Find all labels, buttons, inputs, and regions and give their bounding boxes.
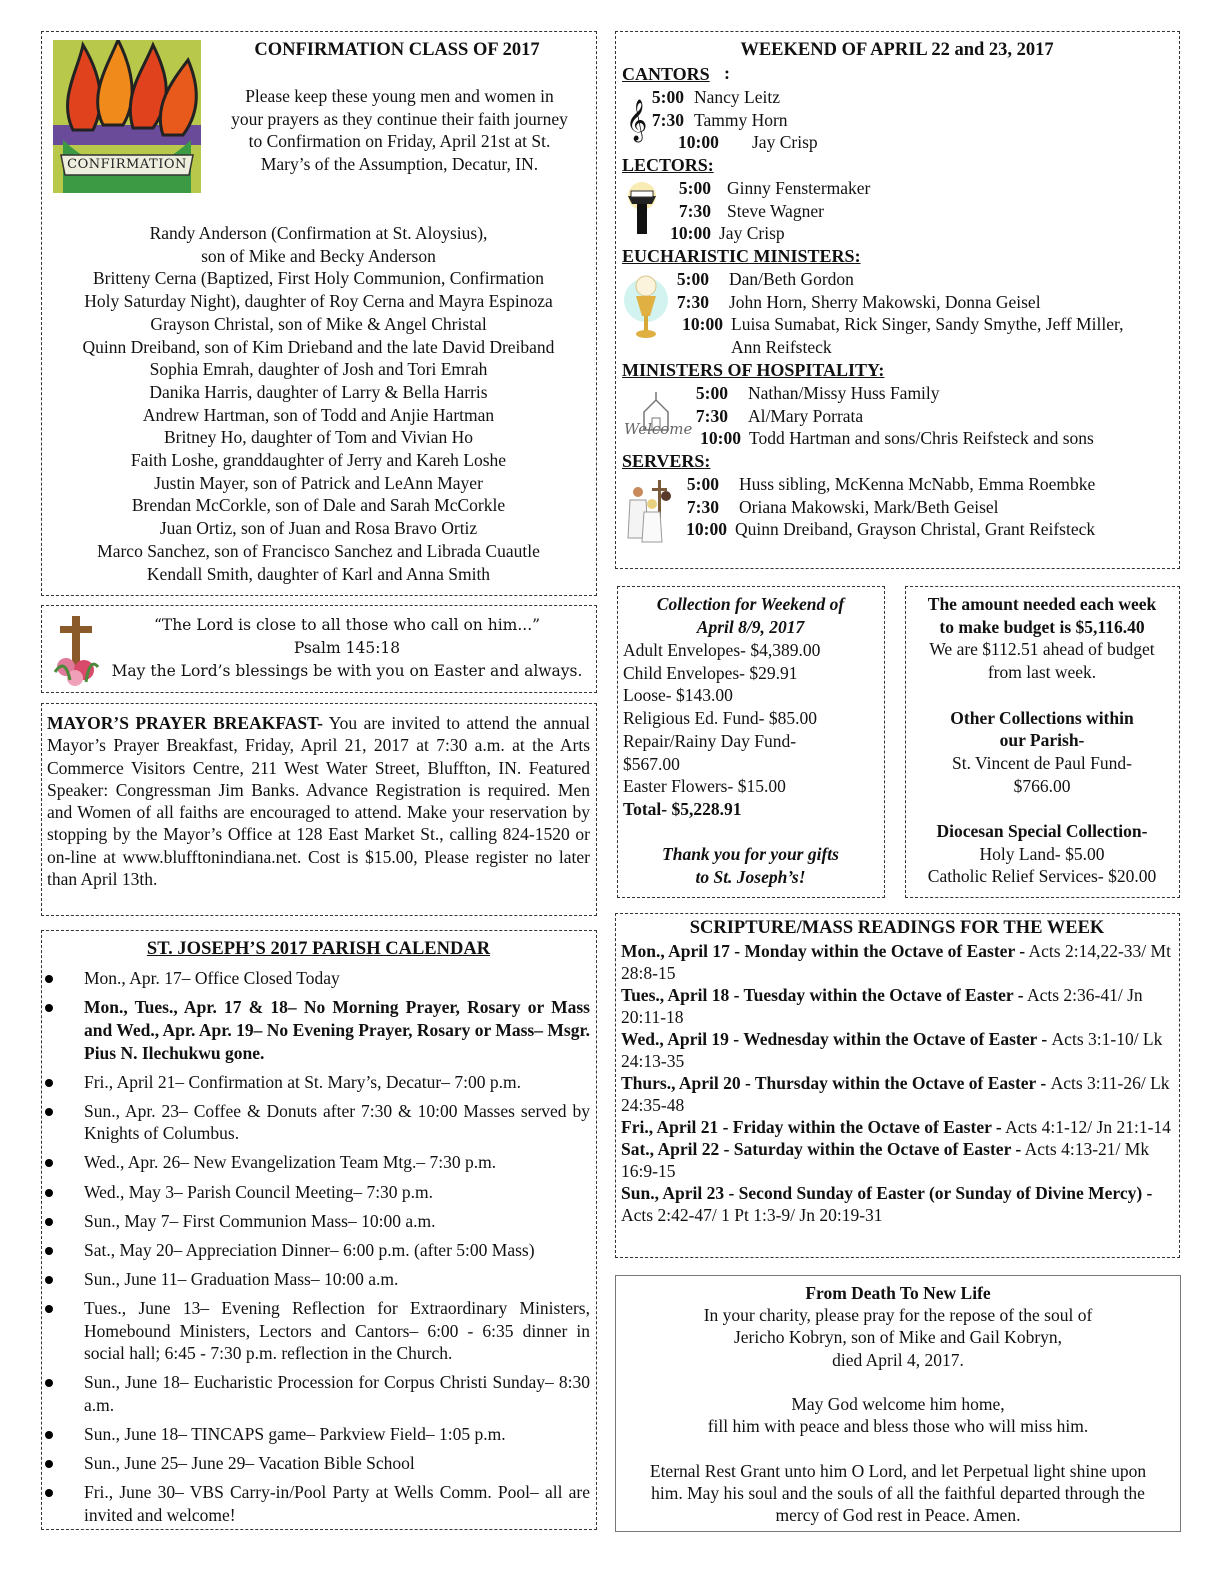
bullet-icon (45, 1305, 53, 1313)
memorial-text (616, 1282, 1180, 1526)
diocesan-line: Holy Land- $5.00 (979, 843, 1105, 864)
psalm-text (102, 614, 592, 683)
memorial-section (615, 1275, 1181, 1532)
calendar-item (42, 1371, 590, 1416)
schedule-row (624, 200, 870, 223)
lectors-heading: LECTORS: (622, 155, 714, 175)
bullet-icon (45, 1189, 53, 1197)
memorial-line: mercy of God rest in Peace. Amen. (775, 1505, 1021, 1526)
reading-refs: Acts 2:42-47/ 1 Pt 1:3-9/ Jn 20:19-31 (621, 1205, 883, 1225)
psalm-reference: Psalm 145:18 (293, 639, 401, 657)
weekend-title: WEEKEND OF APRIL 22 and 23, 2017 (740, 40, 1054, 60)
minister-names: Jay Crisp (719, 223, 785, 244)
calendar-item (42, 1239, 590, 1262)
confirmation-banner-label: CONFIRMATION (67, 157, 187, 172)
mayor-breakfast-heading: MAYOR’S PRAYER BREAKFAST- (47, 713, 324, 733)
bullet-icon (45, 1218, 53, 1226)
calendar-item-text: Sun., June 18– TINCAPS game– Parkview Field– 1:05 p.m. (84, 1424, 506, 1445)
schedule-row (624, 313, 1164, 358)
confirmand-line: Justin Mayer, son of Patrick and LeAnn Mayer (154, 472, 483, 493)
bullet-icon (45, 1276, 53, 1284)
minister-names: Nancy Leitz (694, 87, 780, 107)
reading-day: Wed., April 19 - Wednesday within the Octave of Easter - (621, 1029, 1052, 1049)
minister-names: Dan/Beth Gordon (729, 269, 854, 289)
mayor-breakfast-body: You are invited to attend the annual Mayor’s Prayer Breakfast, Friday, April 21, 2017 at 7:30 a.m. at the Arts Commerce Visitors Centre, 211 West Water Street, Bluffton, IN. Featured Speaker: Congressman Jim Banks. Advance Registration is required. Men and Women of all faiths are encouraged to attend. Make your reservation by stopping by the Mayor’s Office at 128 East Market St., calling 824-1520 or on-line at www.blufftonindiana.net. Cost is $15.00, Please register no later than April 13th. (47, 713, 590, 890)
collection-thanks (618, 843, 883, 889)
budget-text (906, 593, 1178, 888)
servers-heading: SERVERS: (622, 451, 711, 471)
minister-names: Steve Wagner (727, 200, 824, 221)
budget-heading-line: The amount needed each week (927, 594, 1157, 614)
other-collections-heading: our Parish- (999, 730, 1085, 751)
reading-item (621, 1072, 1171, 1116)
minister-names: John Horn, Sherry Makowski, Donna Geisel (729, 291, 1041, 312)
thanks-line: Thank you for your gifts (662, 844, 839, 864)
confirmation-title: CONFIRMATION CLASS OF 2017 (254, 40, 540, 60)
mayor-breakfast-section (41, 703, 597, 916)
mass-time: 7:30 (678, 200, 711, 221)
other-collections-heading: Other Collections within (950, 707, 1134, 728)
collection-total: Total- $5,228.91 (623, 798, 742, 819)
mass-time: 7:30 (676, 291, 709, 312)
schedule-row (624, 222, 870, 245)
budget-status-line: We are $112.51 ahead of budget (929, 639, 1155, 660)
schedule-row (624, 131, 818, 154)
collection-line: $567.00 (623, 753, 680, 774)
schedule-row (624, 496, 1095, 519)
reading-item (621, 984, 1171, 1028)
calendar-item (42, 1268, 590, 1291)
mass-time: 7:30 (651, 109, 684, 130)
confirmand-line: Faith Loshe, granddaughter of Jerry and Kareh Loshe (130, 450, 507, 471)
schedule-row (624, 109, 818, 132)
memorial-line: May God welcome him home, (791, 1394, 1005, 1415)
bullet-icon (45, 1108, 53, 1116)
readings-title: SCRIPTURE/MASS READINGS FOR THE WEEK (689, 918, 1105, 938)
collection-line: Easter Flowers- $15.00 (623, 776, 786, 797)
confirmand-line: Juan Ortiz, son of Juan and Rosa Bravo Ortiz (159, 518, 478, 539)
eucharistic-ministers-schedule (624, 268, 1164, 359)
confirmand-line: Holy Saturday Night), daughter of Roy Cerna and Mayra Espinoza (84, 291, 553, 312)
weekend-ministers-section: WEEKEND OF APRIL 22 and 23, 2017 CANTORS : 𝄞 5:00 Nancy Leitz 7:30 Tammy Horn 10:00 Jay Crisp LECTORS: 5:00 Ginny Fenstermaker 7:30 Steve Wagner 10:00 Jay Crisp EUCHARISTIC MINISTERS: 5:00 Dan/Beth Gordon 7:30 John Horn, Sherry Makowski, Donna Geisel 10:00 Luisa Sumabat, Rick Singer, Sandy Smythe, Jeff Miller, Ann Reifsteck MINISTERS OF HOSPITALITY: Welcome 5:00 Nathan/Missy Huss Family 7:30 Al/Mary Porrata 10:00 Todd Hartman and sons/Chris Reifsteck and sons SERVERS: 5:00 Huss sibling, McKenna McNabb, Emma Roembke 7:30 Oriana Makowski, Mark/Beth Geisel 10:00 Quinn Dreiband, Grayson Christal, Grant Reifsteck (615, 31, 1180, 569)
reading-refs: Acts 4:13-21/ Mk 16:9-15 (621, 1139, 1150, 1181)
minister-names: Ginny Fenstermaker (727, 178, 871, 198)
memorial-title: From Death To New Life (805, 1283, 991, 1303)
section-label: MINISTERS OF HOSPITALITY (622, 360, 879, 380)
confirmand-line: son of Mike and Becky Anderson (201, 245, 436, 266)
memorial-line: died April 4, 2017. (832, 1349, 964, 1370)
mass-time: 7:30 (686, 496, 719, 517)
schedule-row (624, 382, 1094, 405)
calendar-item (42, 996, 590, 1064)
section-label: LECTORS (622, 155, 708, 175)
confirmand-line: Grayson Christal, son of Mike & Angel Christal (150, 313, 487, 334)
thanks-line: to St. Joseph’s! (695, 867, 806, 887)
section-label: EUCHARISTIC MINISTERS (622, 246, 855, 266)
readings-list (621, 940, 1171, 1226)
diocesan-line: Catholic Relief Services- $20.00 (927, 866, 1157, 887)
reading-item (621, 1182, 1171, 1226)
reading-refs: Acts 2:14,22-33/ Mt 28:8-15 (621, 941, 1171, 983)
calendar-item (42, 1423, 590, 1446)
music-notes-icon: 𝄞 (626, 100, 648, 140)
confirmation-section (41, 31, 597, 596)
bullet-icon (45, 1159, 53, 1167)
schedule-row (624, 427, 1094, 450)
intro-line: Please keep these young men and women in (245, 86, 554, 106)
schedule-row (624, 86, 818, 109)
bullet-icon (45, 1379, 53, 1387)
minister-names: Al/Mary Porrata (748, 405, 864, 426)
confirmand-line: Kendall Smith, daughter of Karl and Anna Smith (146, 563, 491, 584)
calendar-item-text: Sat., May 20– Appreciation Dinner– 6:00 p.m. (after 5:00 Mass) (84, 1239, 535, 1260)
reading-refs: Acts 3:11-26/ Lk 24:35-48 (621, 1073, 1170, 1115)
calendar-item (42, 1100, 590, 1145)
easter-blessing: May the Lord’s blessings be with you on Easter and always. (111, 662, 583, 680)
collection-line: Adult Envelopes- $4,389.00 (623, 640, 821, 660)
calendar-item-text: Sun., May 7– First Communion Mass– 10:00 a.m. (84, 1210, 436, 1231)
mass-readings-section (615, 913, 1180, 1258)
mass-time: 7:30 (695, 405, 728, 426)
memorial-line: In your charity, please pray for the repose of the soul of (703, 1305, 1093, 1326)
minister-names: Huss sibling, McKenna McNabb, Emma Roembke (739, 474, 1096, 494)
bullet-icon (45, 975, 53, 983)
parish-calendar-section (41, 930, 597, 1530)
section-label: SERVERS (622, 451, 705, 471)
servers-schedule (624, 473, 1095, 541)
mass-time: 5:00 (676, 269, 709, 289)
calendar-item-text: Sun., June 18– Eucharistic Procession for Corpus Christi Sunday– 8:30 a.m. (84, 1372, 590, 1416)
cantors-schedule (624, 86, 818, 154)
confirmand-line: Brendan McCorkle, son of Dale and Sarah McCorkle (131, 495, 506, 516)
calendar-item (42, 1210, 590, 1233)
calendar-item-text: Fri., June 30– VBS Carry-in/Pool Party at Wells Comm. Pool– all are invited and welcome! (84, 1482, 590, 1526)
calendar-item (42, 967, 590, 990)
mass-time: 5:00 (686, 474, 719, 494)
calendar-item-text: Sun., June 25– June 29– Vacation Bible School (84, 1453, 415, 1474)
mass-time: 10:00 (670, 223, 711, 244)
minister-names: Todd Hartman and sons/Chris Reifsteck and sons (749, 428, 1094, 449)
mass-time: 5:00 (695, 383, 728, 403)
schedule-row (624, 473, 1095, 496)
calendar-item-text: Tues., June 13– Evening Reflection for Extraordinary Ministers, Homebound Ministers, Lectors and Cantors– 6:00 - 6:35 dinner in social hall; 6:45 - 7:30 p.m. reflection in the Church. (84, 1297, 590, 1364)
other-collections-line: St. Vincent de Paul Fund- (952, 752, 1132, 773)
collection-title-line: Collection for Weekend of (656, 594, 845, 614)
other-collections-line: $766.00 (1013, 775, 1071, 796)
reading-item (621, 1138, 1171, 1182)
calendar-item (42, 1297, 590, 1365)
cantors-heading (622, 63, 710, 85)
psalm-section (41, 605, 597, 693)
confirmand-list (42, 222, 595, 585)
minister-names: Jay Crisp (752, 132, 818, 153)
memorial-line: fill him with peace and bless those who will miss him. (707, 1416, 1089, 1437)
calendar-item (42, 1181, 590, 1204)
collection-section (617, 586, 885, 898)
collection-line: Loose- $143.00 (623, 685, 733, 706)
memorial-line: Eternal Rest Grant unto him O Lord, and let Perpetual light shine upon (649, 1460, 1147, 1481)
confirmand-line: Quinn Dreiband, son of Kim Drieband and the late David Dreiband (82, 336, 555, 357)
schedule-row (624, 405, 1094, 428)
calendar-item-text: Sun., Apr. 23– Coffee & Donuts after 7:30 & 10:00 Masses served by Knights of Columbus. (84, 1100, 590, 1144)
bullet-icon (45, 1247, 53, 1255)
bullet-icon (45, 1460, 53, 1468)
welcome-label: Welcome (624, 420, 693, 438)
memorial-line: him. May his soul and the souls of all the faithful departed through the (651, 1482, 1145, 1503)
calendar-item-text: Mon., Apr. 17– Office Closed Today (84, 968, 340, 988)
reading-day: Mon., April 17 - Monday within the Octave of Easter - (621, 941, 1026, 961)
calendar-title: ST. JOSEPH’S 2017 PARISH CALENDAR (146, 939, 491, 959)
budget-heading-line: to make budget is $5,116.40 (939, 616, 1145, 637)
collection-title (618, 593, 883, 639)
lectors-schedule (624, 177, 870, 245)
diocesan-heading: Diocesan Special Collection- (936, 821, 1148, 842)
confirmation-intro (202, 85, 597, 176)
bullet-icon (45, 1079, 53, 1087)
calendar-item (42, 1452, 590, 1475)
confirmand-line: Marco Sanchez, son of Francisco Sanchez and Librada Cuautle (97, 540, 540, 561)
minister-names: Tammy Horn (694, 109, 788, 130)
confirmand-line: Britney Ho, daughter of Tom and Vivian Ho (163, 427, 474, 448)
reading-item (621, 940, 1171, 984)
mass-time: 5:00 (678, 178, 711, 198)
minister-names: Luisa Sumabat, Rick Singer, Sandy Smythe, Jeff Miller, Ann Reifsteck (731, 314, 1124, 358)
hospitality-heading: MINISTERS OF HOSPITALITY: (622, 360, 885, 380)
calendar-item-text: Mon., Tues., Apr. 17 & 18– No Morning Prayer, Rosary or Mass and Wed., Apr. Apr. 19– No Evening Prayer, Rosary or Mass– Msgr. Pius N. Ilechukwu gone. (84, 997, 590, 1063)
confirmand-line: Britteny Cerna (Baptized, First Holy Communion, Confirmation (92, 268, 545, 289)
calendar-item-text: Sun., June 11– Graduation Mass– 10:00 a.m. (84, 1268, 399, 1289)
bullet-icon (45, 1489, 53, 1497)
mass-time: 10:00 (700, 428, 741, 449)
calendar-item (42, 1481, 590, 1526)
collection-lines (623, 639, 820, 821)
intro-line: your prayers as they continue their faith journey (231, 108, 568, 129)
collection-title-line: April 8/9, 2017 (696, 617, 805, 637)
schedule-row (624, 268, 1164, 291)
reading-day: Fri., April 21 - Friday within the Octave of Easter - (621, 1117, 1002, 1137)
memorial-line: Jericho Kobryn, son of Mike and Gail Kobryn, (733, 1327, 1063, 1348)
minister-names: Quinn Dreiband, Grayson Christal, Grant Reifsteck (735, 519, 1096, 540)
bullet-icon (45, 1004, 53, 1012)
intro-line: to Confirmation on Friday, April 21st at St. (248, 131, 551, 152)
budget-status-line: from last week. (987, 662, 1097, 683)
reading-day: Thurs., April 20 - Thursday within the Octave of Easter - (621, 1073, 1051, 1093)
mass-time: 10:00 (686, 519, 727, 540)
intro-line: Mary’s of the Assumption, Decatur, IN. (260, 154, 539, 175)
bullet-icon (45, 1431, 53, 1439)
confirmand-line: Randy Anderson (Confirmation at St. Aloysius), (149, 223, 488, 243)
calendar-item-text: Wed., May 3– Parish Council Meeting– 7:30 p.m. (84, 1181, 434, 1202)
mass-time: 5:00 (651, 87, 684, 107)
calendar-list (42, 967, 590, 1533)
hospitality-schedule (624, 382, 1094, 450)
calendar-item (42, 1071, 590, 1094)
confirmand-line: Danika Harris, daughter of Larry & Bella Harris (149, 381, 488, 402)
collection-line: Child Envelopes- $29.91 (623, 662, 798, 683)
minister-names: Nathan/Missy Huss Family (748, 383, 940, 403)
schedule-row (624, 518, 1095, 541)
mass-time: 10:00 (678, 132, 719, 153)
reading-day: Sun., April 23 - Second Sunday of Easter (or Sunday of Divine Mercy) - (621, 1183, 1153, 1203)
budget-section (905, 586, 1180, 898)
reading-item (621, 1028, 1171, 1072)
psalm-quote: “The Lord is close to all those who call on him...” (153, 616, 541, 634)
reading-item (621, 1116, 1171, 1138)
schedule-row (624, 291, 1164, 314)
mass-time: 10:00 (682, 314, 723, 335)
reading-refs: Acts 4:1-12/ Jn 21:1-14 (1001, 1117, 1171, 1137)
reading-day: Sat., April 22 - Saturday within the Octave of Easter - (621, 1139, 1022, 1159)
confirmation-flames-image (53, 40, 201, 193)
calendar-item-text: Wed., Apr. 26– New Evangelization Team Mtg.– 7:30 p.m. (84, 1152, 497, 1173)
confirmand-line: Sophia Emrah, daughter of Josh and Tori Emrah (149, 359, 488, 380)
collection-line: Repair/Rainy Day Fund- (623, 730, 797, 751)
section-label: CANTORS (622, 64, 710, 84)
calendar-item-text: Fri., April 21– Confirmation at St. Mary’s, Decatur– 7:00 p.m. (84, 1071, 521, 1092)
reading-day: Tues., April 18 - Tuesday within the Octave of Easter - (621, 985, 1024, 1005)
collection-line: Religious Ed. Fund- $85.00 (623, 708, 817, 729)
minister-names: Oriana Makowski, Mark/Beth Geisel (739, 496, 999, 517)
calendar-item (42, 1151, 590, 1174)
schedule-row (624, 177, 870, 200)
eucharistic-ministers-heading: EUCHARISTIC MINISTERS: (622, 246, 861, 266)
confirmand-line: Andrew Hartman, son of Todd and Anjie Hartman (142, 404, 495, 425)
reading-refs: Acts 2:36-41/ Jn 20:11-18 (621, 985, 1143, 1027)
easter-cross-lilies-icon (50, 612, 105, 687)
reading-refs: Acts 3:1-10/ Lk 24:13-35 (621, 1029, 1163, 1071)
mayor-breakfast-text (47, 712, 590, 890)
